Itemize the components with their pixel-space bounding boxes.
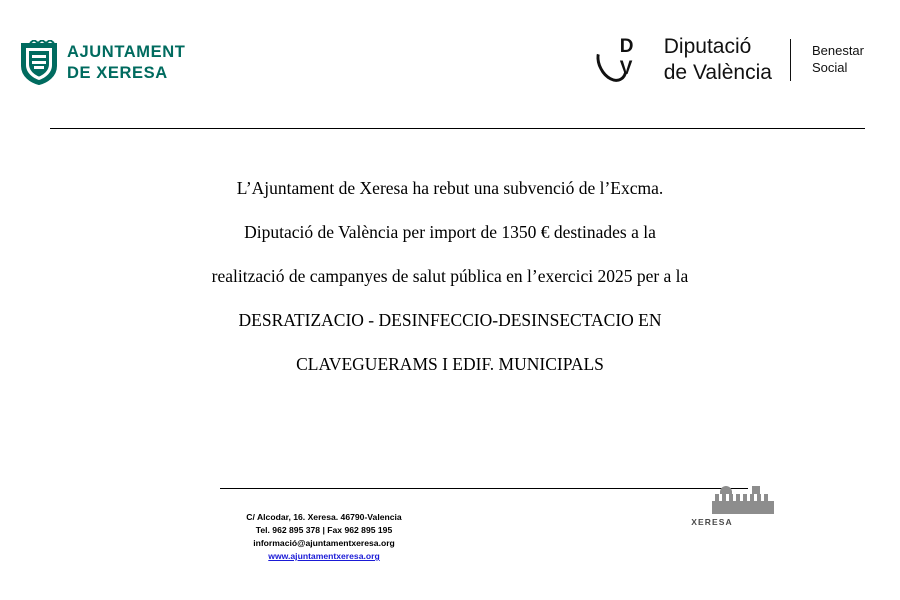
benestar-social-label bbox=[812, 43, 864, 77]
body-paragraph-1: L’Ajuntament de Xeresa ha rebut una subvenció de l’Excma. bbox=[236, 178, 664, 198]
dv-monogram-icon bbox=[598, 35, 654, 85]
body-paragraph-5: CLAVEGUERAMS I EDIF. MUNICIPALS bbox=[296, 353, 604, 374]
footer-address-line: C/ Alcodar, 16. Xeresa. 46790-Valencia bbox=[246, 512, 402, 522]
benestar-social-line1: Benestar bbox=[811, 42, 864, 58]
body-paragraph-2: Diputació de València per import de 1350 € destinades a la bbox=[244, 221, 656, 242]
footer-website-link[interactable]: www.ajuntamentxeresa.org bbox=[268, 551, 380, 562]
ajuntament-de-xeresa-logo bbox=[20, 40, 185, 86]
document-body bbox=[0, 178, 900, 397]
ajuntament-line2: DE XERESA bbox=[67, 64, 168, 82]
footer-email-line: informació@ajuntamentxeresa.org bbox=[253, 538, 395, 549]
footer-phone-line: Tel. 962 895 378 | Fax 962 895 195 bbox=[255, 525, 393, 536]
document-header bbox=[0, 0, 900, 128]
diputacio-de-valencia-logo bbox=[598, 34, 864, 85]
logo-divider bbox=[790, 39, 791, 81]
diputacio-line2: de València bbox=[663, 60, 772, 84]
skyline-base-shape bbox=[712, 501, 774, 514]
xeresa-town-mark bbox=[681, 514, 743, 527]
diputacio-wordmark bbox=[664, 34, 772, 85]
footer-contact-block bbox=[174, 511, 474, 563]
xeresa-caption: XERESA bbox=[691, 517, 733, 527]
benestar-social-line2: Social bbox=[811, 59, 848, 75]
body-paragraph-4: DESRATIZACIO - DESINFECCIO-DESINSECTACIO EN bbox=[238, 309, 662, 330]
diputacio-line1: Diputació bbox=[663, 35, 752, 58]
header-divider-rule bbox=[50, 128, 865, 129]
shield-crest-icon bbox=[20, 40, 58, 86]
dv-letter-v: V bbox=[619, 57, 633, 79]
skyline-battlement-shape bbox=[715, 494, 771, 501]
body-paragraph-3: realització de campanyes de salut pública en l’exercici 2025 per a la bbox=[211, 265, 689, 286]
footer-divider-rule bbox=[220, 488, 748, 489]
dv-letter-d: D bbox=[619, 35, 634, 57]
ajuntament-wordmark bbox=[67, 42, 185, 83]
ajuntament-line1: AJUNTAMENT bbox=[67, 43, 186, 62]
